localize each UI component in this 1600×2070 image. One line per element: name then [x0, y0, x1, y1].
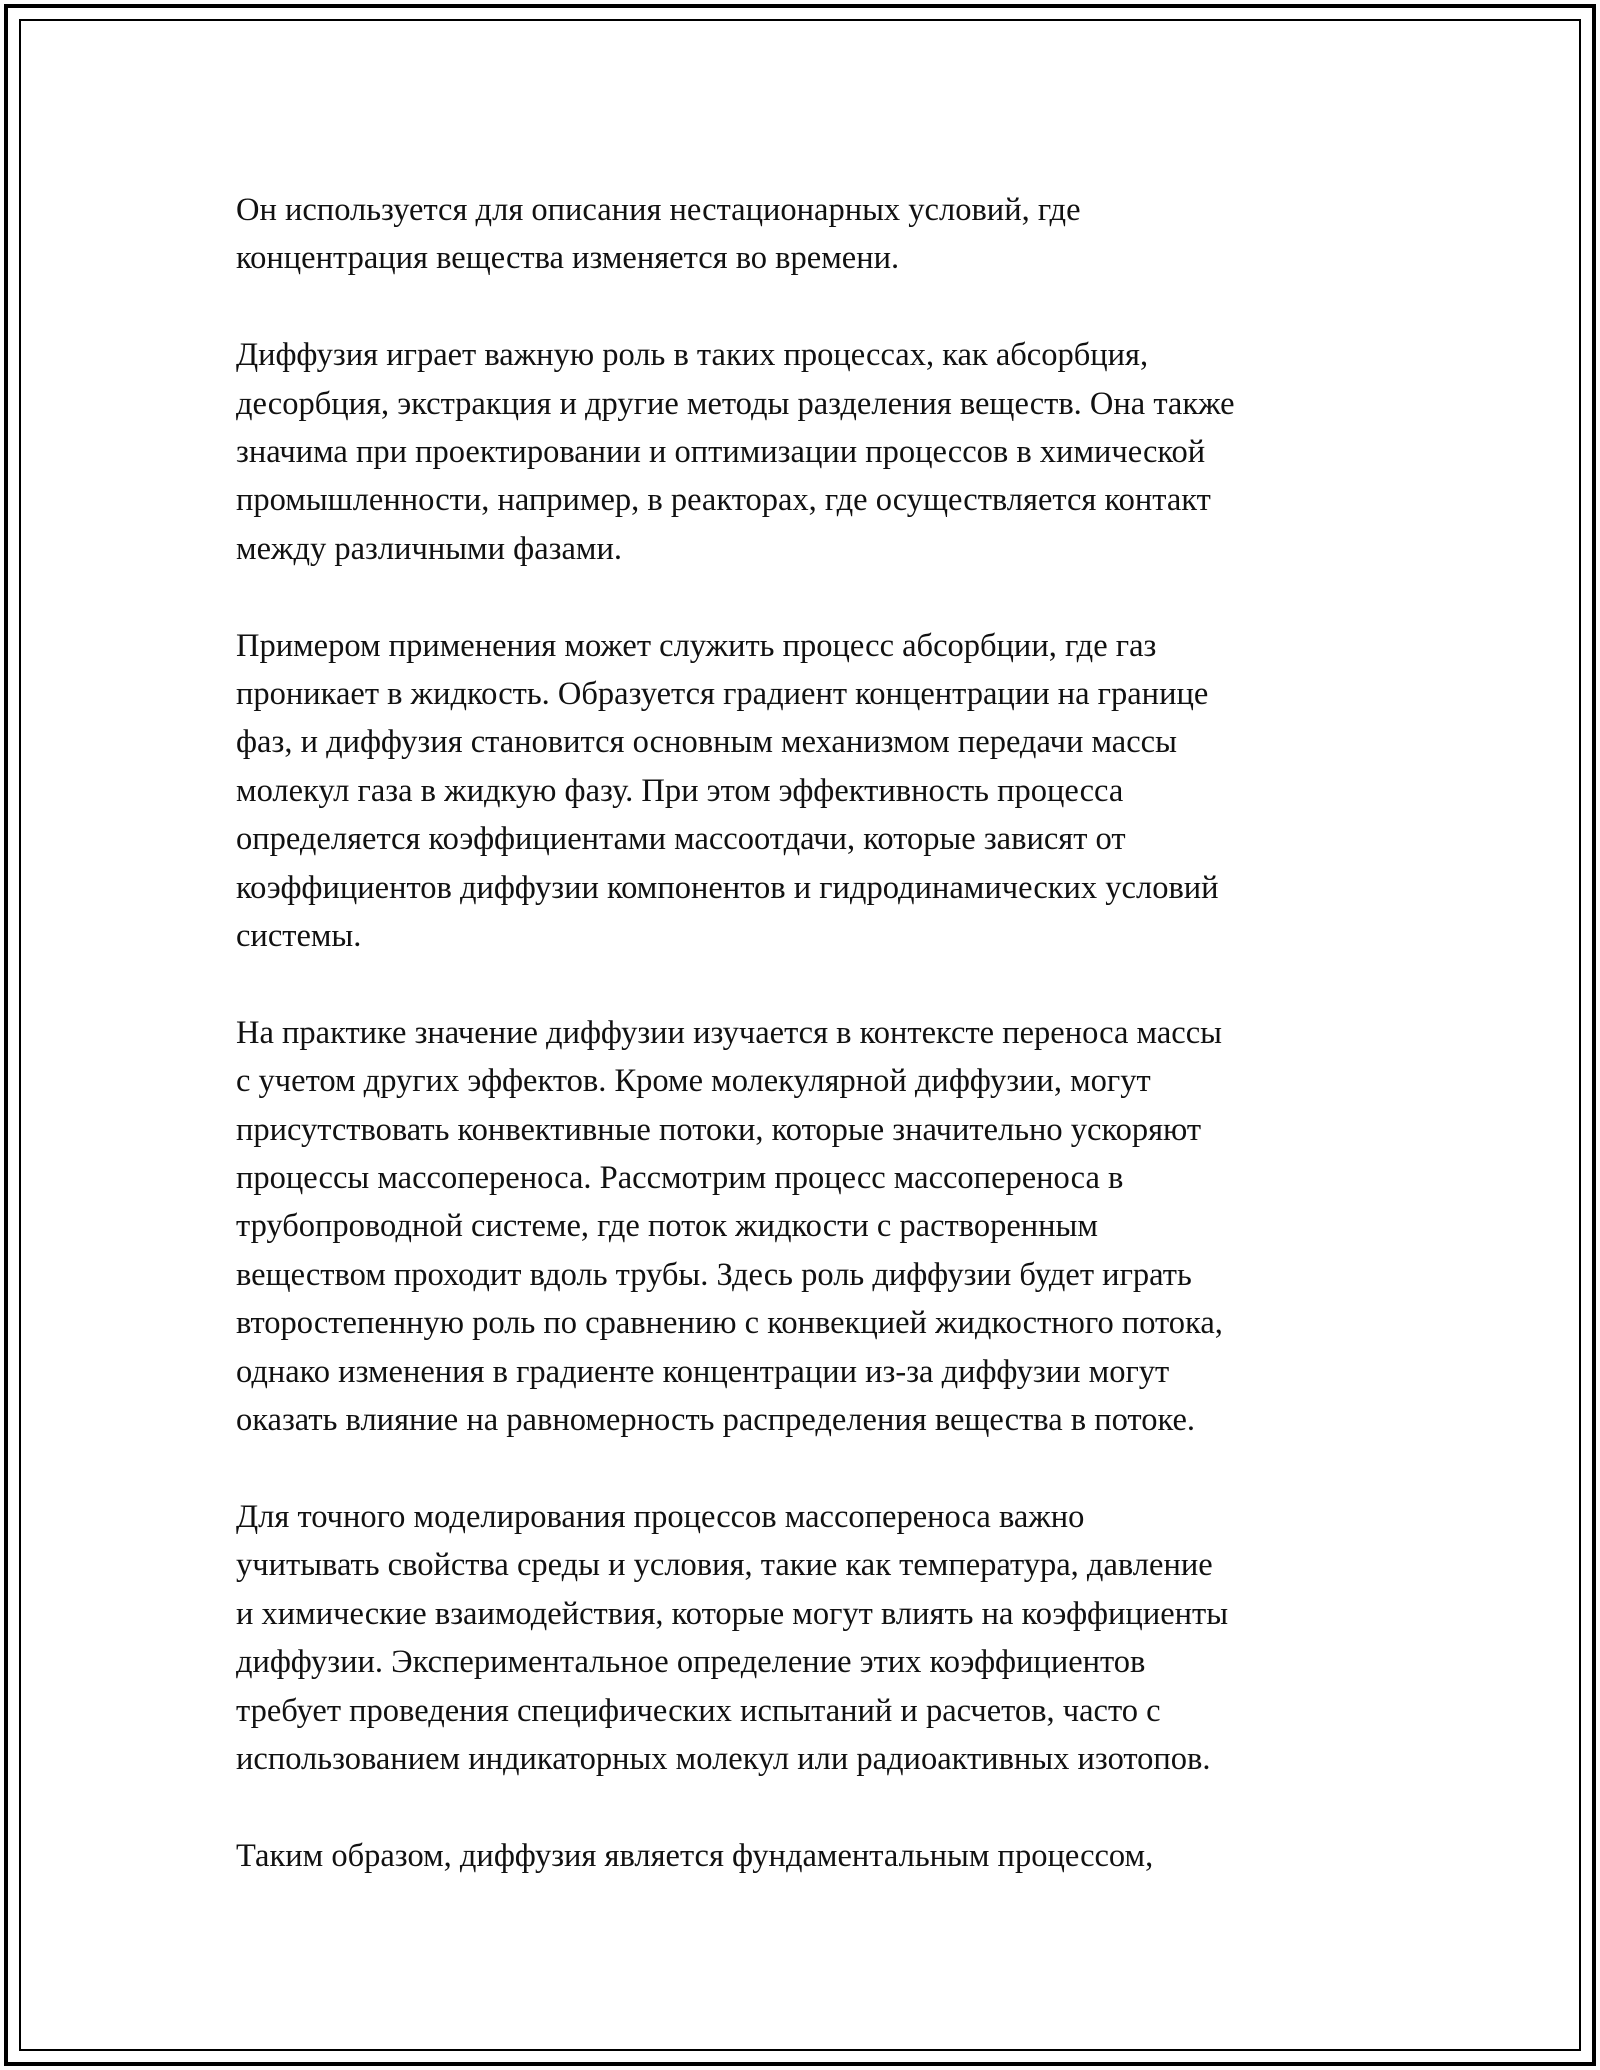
text-line: значима при проектировании и оптимизации процессов в химической	[236, 434, 1206, 471]
text-line: однако изменения в градиенте концентрации из-за диффузии могут	[236, 1353, 1170, 1390]
text-line: трубопроводной системе, где поток жидкости с растворенным	[236, 1208, 1098, 1245]
text-line: диффузии. Экспериментальное определение этих коэффициентов	[236, 1644, 1146, 1681]
text-line: Для точного моделирования процессов массопереноса важно	[236, 1498, 1085, 1535]
text-line: Диффузия играет важную роль в таких процессах, как абсорбция,	[236, 337, 1149, 374]
text-line: системы.	[236, 918, 362, 955]
text-line: оказать влияние на равномерность распределения вещества в потоке.	[236, 1402, 1195, 1439]
text-line: использованием индикаторных молекул или радиоактивных изотопов.	[236, 1740, 1211, 1777]
text-line: присутствовать конвективные потоки, которые значительно ускоряют	[236, 1111, 1202, 1148]
text-line: требует проведения специфических испытаний и расчетов, часто с	[236, 1692, 1161, 1729]
text-line: коэффициентов диффузии компонентов и гидродинамических условий	[236, 869, 1219, 906]
paragraph-4	[236, 1009, 1376, 1445]
paragraph-3	[236, 622, 1376, 961]
text-line: процессы массопереноса. Рассмотрим процесс массопереноса в	[236, 1160, 1124, 1197]
text-line: с учетом других эффектов. Кроме молекулярной диффузии, могут	[236, 1063, 1151, 1100]
text-line: концентрация вещества изменяется во времени.	[236, 240, 900, 277]
text-line: На практике значение диффузии изучается в контексте переноса массы	[236, 1014, 1222, 1051]
paragraph-5	[236, 1493, 1376, 1783]
document-body	[236, 186, 1376, 1929]
text-line: веществом проходит вдоль трубы. Здесь роль диффузии будет играть	[236, 1256, 1192, 1293]
text-line: промышленности, например, в реакторах, где осуществляется контакт	[236, 482, 1211, 519]
text-line: десорбция, экстракция и другие методы разделения веществ. Она также	[236, 385, 1235, 422]
text-line: молекул газа в жидкую фазу. При этом эффективность процесса	[236, 772, 1124, 809]
text-line: Примером применения может служить процесс абсорбции, где газ	[236, 627, 1157, 664]
text-line: и химические взаимодействия, которые могут влиять на коэффициенты	[236, 1595, 1229, 1632]
text-line: определяется коэффициентами массоотдачи, которые зависят от	[236, 821, 1126, 858]
text-line: Он используется для описания нестационарных условий, где	[236, 192, 1081, 228]
paragraph-6	[236, 1832, 1376, 1880]
text-line: проникает в жидкость. Образуется градиент концентрации на границе	[236, 676, 1209, 713]
paragraph-2	[236, 331, 1376, 573]
paragraph-1	[236, 186, 1376, 283]
text-line: Таким образом, диффузия является фундаментальным процессом,	[236, 1837, 1154, 1874]
text-line: учитывать свойства среды и условия, такие как температура, давление	[236, 1547, 1213, 1584]
text-line: второстепенную роль по сравнению с конвекцией жидкостного потока,	[236, 1305, 1223, 1342]
text-line: фаз, и диффузия становится основным механизмом передачи массы	[236, 724, 1177, 761]
text-line: между различными фазами.	[236, 530, 622, 567]
